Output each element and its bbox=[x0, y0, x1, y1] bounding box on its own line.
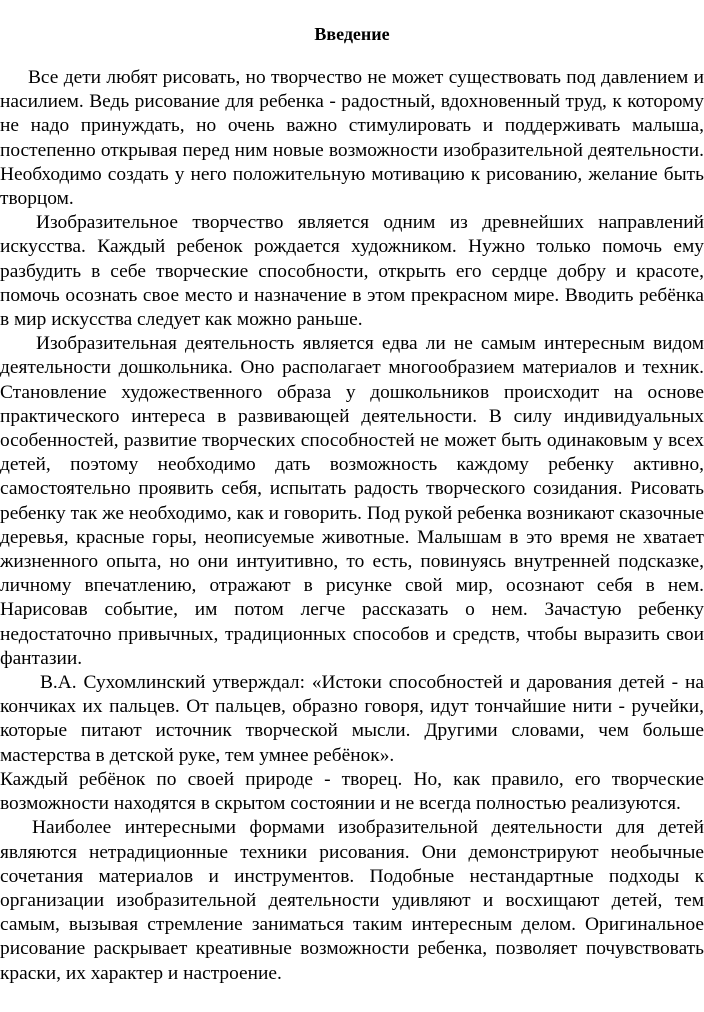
page-title: Введение bbox=[314, 24, 390, 44]
paragraph-2: Изобразительное творчество является одним из древнейших направлений искусства. Каждый ребенок рождается художником. Нужно только помочь ему разбудить в себе творческие способности, открыть его сердце добру и красоте, помочь осознать свое место и назначение в этом прекрасном мире. Вводить ребёнка в мир искусства следует как можно раньше. bbox=[0, 212, 704, 331]
paragraph-6: Наиболее интересными формами изобразительной деятельности для детей являются нетрадиционные техники рисования. Они демонстрируют необычные сочетания материалов и инструментов. Подобные нестандартные подходы к организации изобразительной деятельности удивляют и восхищают детей, тем самым, вызывая стремление заниматься таким интересным делом. Оригинальное рисование раскрывает креативные возможности ребенка, позволяет почувствовать краски, их характер и настроение. bbox=[0, 817, 704, 984]
paragraph-3: Изобразительная деятельность является едва ли не самым интересным видом деятельности дошкольника. Оно располагает многообразием материалов и техник. Становление художественного образа у дошкольников происходит на основе практического интереса в развивающей деятельности. В силу индивидуальных особенностей, развитие творческих способностей не может быть одинаковым у всех детей, поэтому необходимо дать возможность каждому ребенку активно, самостоятельно проявить себя, испытать радость творческого созидания. Рисовать ребенку так же необходимо, как и говорить. Под рукой ребенка возникают сказочные деревья, красные горы, неописуемые животные. Малышам в это время не хватает жизненного опыта, но они интуитивно, то есть, повинуясь внутренней подсказке, личному впечатлению, отражают в рисунке свой мир, осознают себя в нем. Нарисовав событие, им потом легче рассказать о нем. Зачастую ребенку недостаточно привычных, традиционных способов и средств, чтобы выразить свои фантазии. bbox=[0, 333, 704, 669]
paragraph-5: Каждый ребёнок по своей природе - творец. Но, как правило, его творческие возможности находятся в скрытом состоянии и не всегда полностью реализуются. bbox=[0, 768, 704, 815]
paragraph-4: В.А. Сухомлинский утверждал: «Истоки способностей и дарования детей - на кончиках их пальцев. От пальцев, образно говоря, идут тончайшие нити - ручейки, которые питают источник творческой мысли. Другими словами, чем больше мастерства в детской руке, тем умнее ребёнок». bbox=[0, 672, 704, 766]
paragraph-1: Все дети любят рисовать, но творчество не может существовать под давлением и насилием. Ведь рисование для ребенка - радостный, вдохновенный труд, к которому не надо принуждать, но очень важно стимулировать и поддерживать малыша, постепенно открывая перед ним новые возможности изобразительной деятельности. Необходимо создать у него положительную мотивацию к рисованию, желание быть творцом. bbox=[0, 67, 704, 210]
